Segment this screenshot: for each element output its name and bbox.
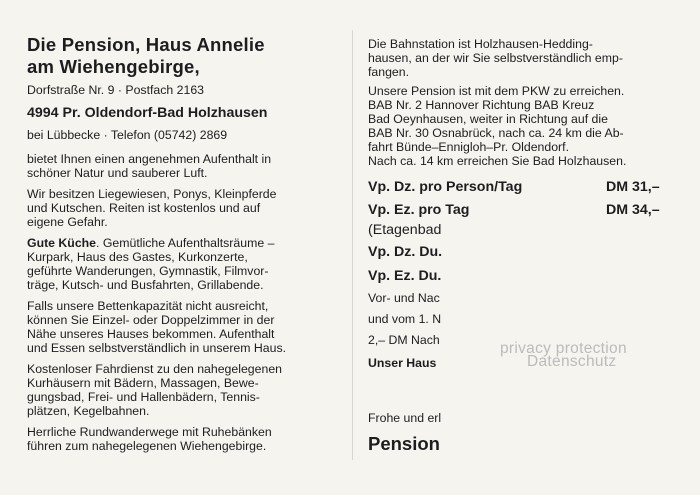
price-double-room-label: Vp. Dz. pro Person/Tag [368,179,523,195]
text-line: Kurhäusern mit Bädern, Massagen, Bewe- [27,376,259,390]
city-line: 4994 Pr. Oldendorf-Bad Holzhausen [27,105,268,121]
price-double-shower-label: Vp. Dz. Du. [368,244,443,260]
surcharge-note: 2,– DM Nach [368,333,440,347]
etagenbad-note: (Etagenbad [368,222,442,238]
text-line: und Kutschen. Reiten ist kostenlos und auf [27,201,261,215]
text-line: träge, Kutsch- und Busfahrten, Grillabende. [27,278,264,292]
closing-greeting: Frohe und erl [368,411,442,425]
house-note: Unser Haus [368,356,437,370]
text-line: Die Bahnstation ist Holzhausen-Hedding- [368,37,593,51]
text-line: Nach ca. 14 km erreichen Sie Bad Holzhausen. [368,154,627,168]
watermark-line1: privacy protection [500,340,627,357]
text-line: Nähe unseres Hauses bekommen. Aufenthalt [27,327,275,341]
text-line: Unsere Pension ist mit dem PKW zu erreichen. [368,84,625,98]
text-line: fangen. [368,65,410,79]
address-line: Dorfstraße Nr. 9 · Postfach 2163 [27,83,205,97]
text-line: Kostenloser Fahrdienst zu den nahegelegenen [27,362,283,376]
text-line: können Sie Einzel- oder Doppelzimmer in der [27,313,275,327]
text-line: gungsbad, Frei- und Hallenbädern, Tennis- [27,390,260,404]
signature-pension: Pension [368,433,440,454]
text-line: eigene Gefahr. [27,215,108,229]
season-note-line2: und vom 1. N [368,312,442,326]
text-line: Herrliche Rundwanderwege mit Ruhebänken [27,425,272,439]
text-line: schöner Natur und sauberer Luft. [27,166,208,180]
text-line: Falls unsere Bettenkapazität nicht ausreicht, [27,299,269,313]
kitchen-text: . Gemütliche Aufenthaltsräume – [96,236,275,250]
watermark-line2: Datenschutz [527,353,617,370]
text-line [27,236,274,250]
text-line: und Essen selbstverständlich in unserem Haus. [27,341,287,355]
text-line: Kurpark, Haus des Gastes, Kurkonzerte, [27,250,248,264]
kitchen-heading: Gute Küche [27,236,97,250]
price-single-shower-label: Vp. Ez. Du. [368,268,442,284]
text-line: bietet Ihnen einen angenehmen Aufenthalt in [27,152,272,166]
pension-title-line1: Die Pension, Haus Annelie [27,34,265,55]
price-single-room-label: Vp. Ez. pro Tag [368,202,470,218]
phone-line: bei Lübbecke · Telefon (05742) 2869 [27,128,228,142]
text-line: fahrt Bünde–Ennigloh–Pr. Oldendorf. [368,140,569,154]
text-line: geführte Wanderungen, Gymnastik, Filmvor- [27,264,269,278]
pension-title-line2: am Wiehengebirge, [27,56,200,77]
text-line: hausen, an der wir Sie selbstverständlich emp- [368,51,623,65]
text-line: plätzen, Kegelbahnen. [27,404,150,418]
price-double-room-value: DM 31,– [606,179,660,195]
column-divider [352,30,353,460]
price-single-room-value: DM 34,– [606,202,660,218]
season-note-line1: Vor- und Nac [368,291,440,305]
text-line: Bad Oeynhausen, weiter in Richtung auf die [368,112,608,126]
text-line: Wir besitzen Liegewiesen, Ponys, Kleinpferde [27,187,277,201]
text-line: führen zum nahegelegenen Wiehengebirge. [27,439,267,453]
text-line: BAB Nr. 30 Osnabrück, nach ca. 24 km die Ab- [368,126,624,140]
text-line: BAB Nr. 2 Hannover Richtung BAB Kreuz [368,98,595,112]
